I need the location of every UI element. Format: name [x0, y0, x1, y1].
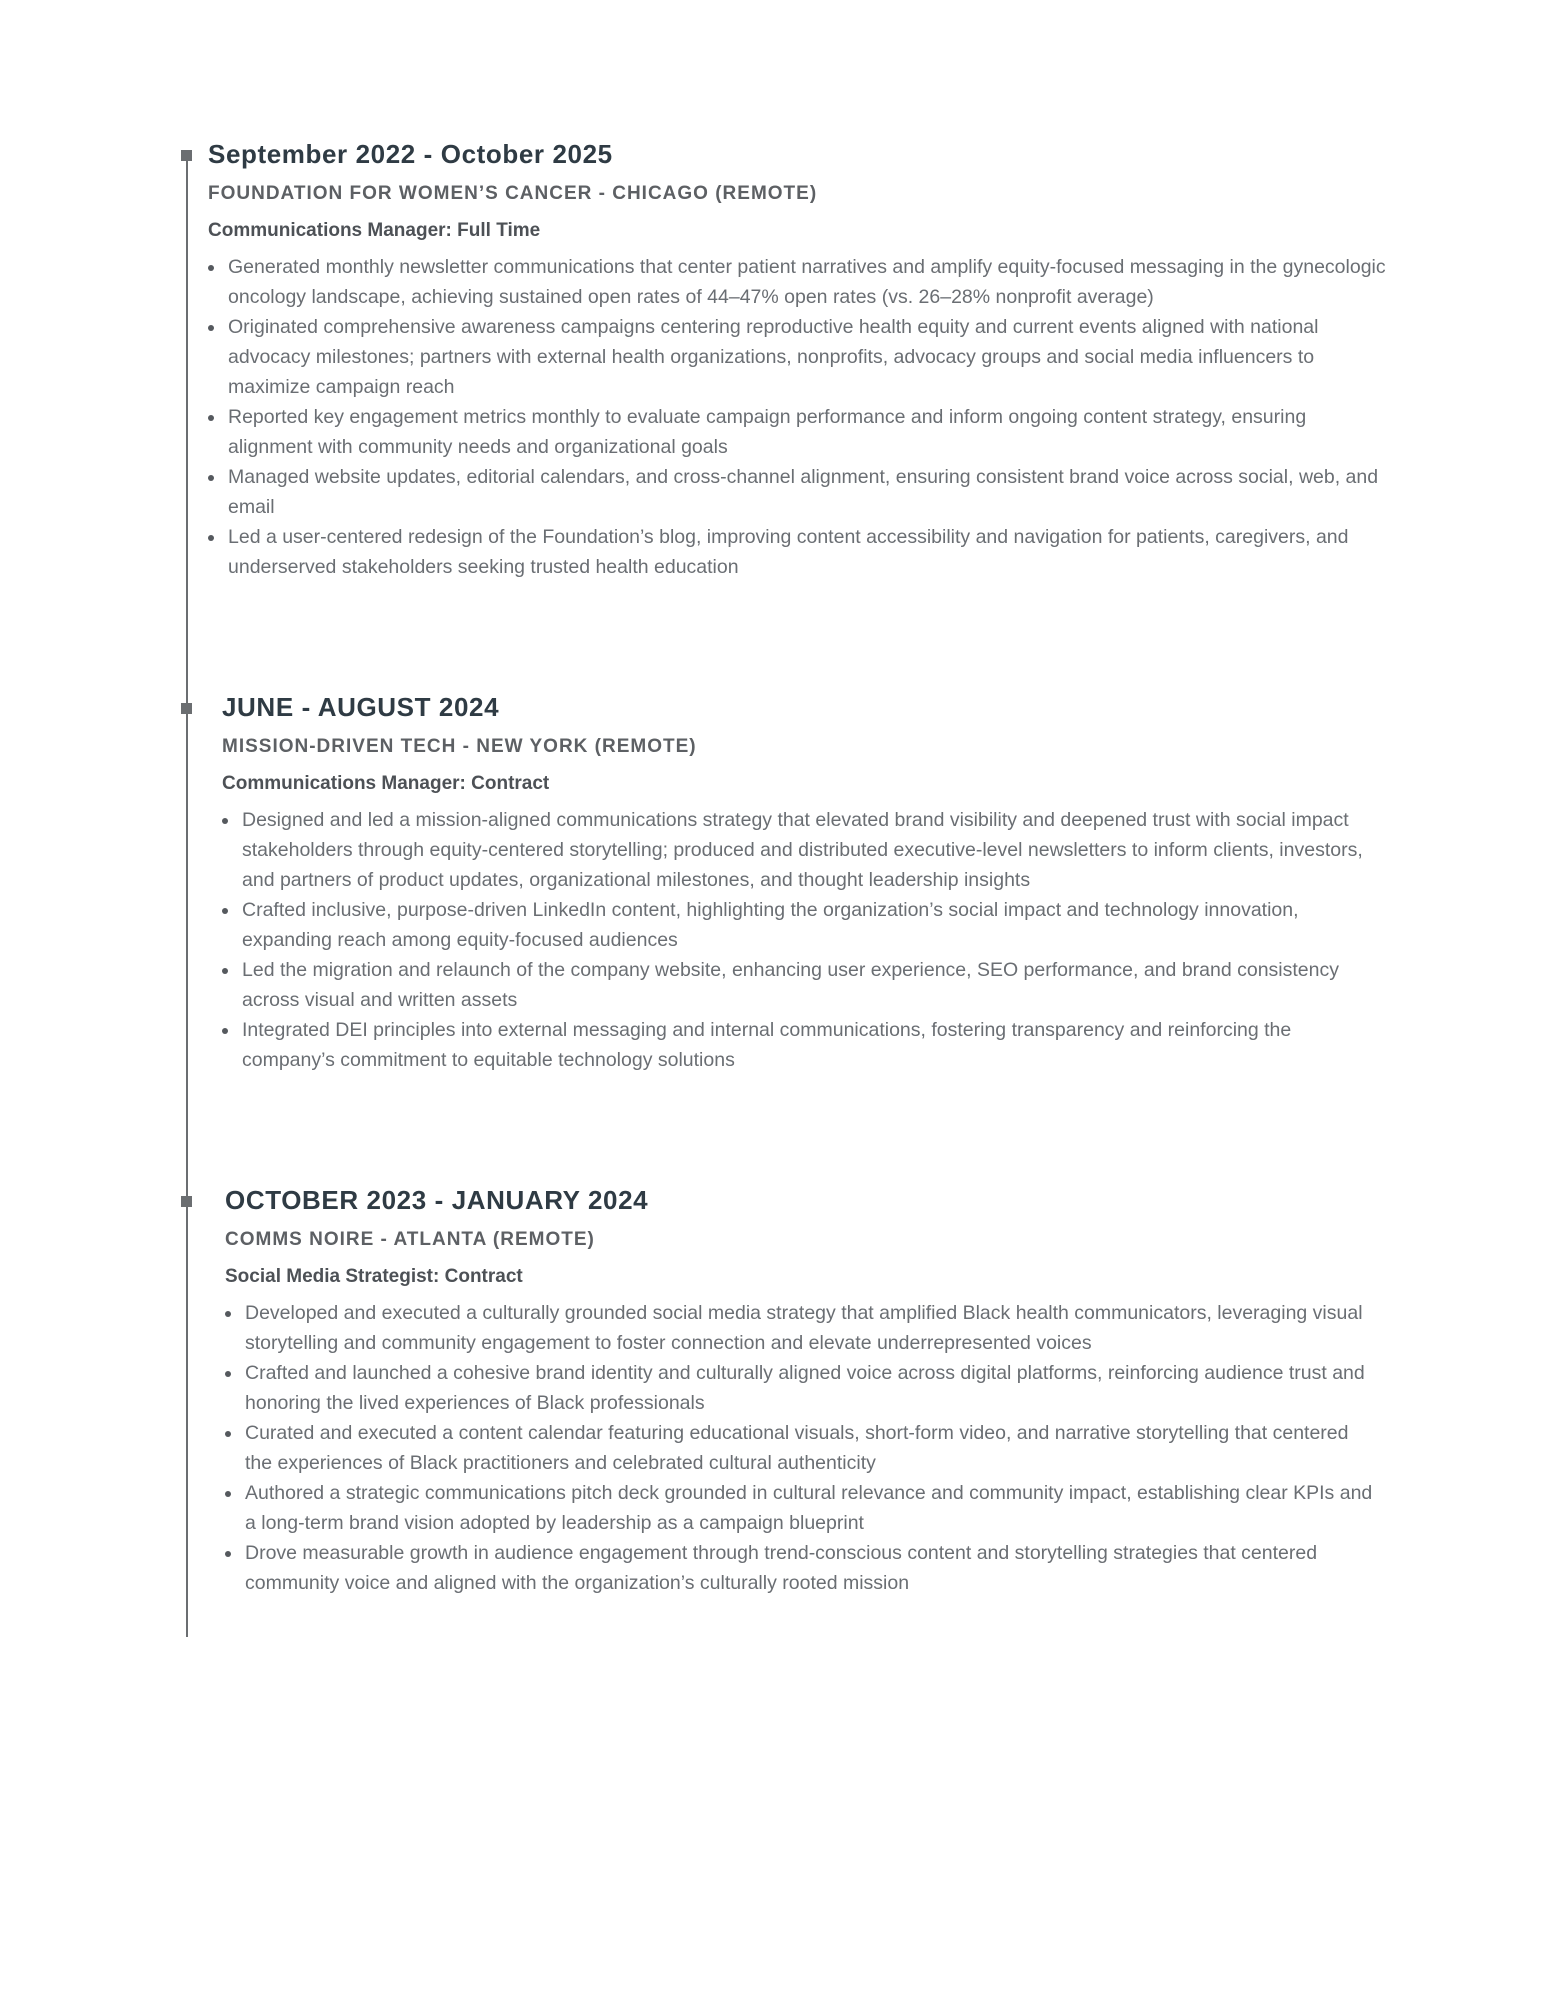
entry-organization: MISSION-DRIVEN TECH - NEW YORK (REMOTE)	[222, 736, 697, 757]
bullet-item: Authored a strategic communications pitch deck grounded in cultural relevance and community impact, establishing clear KPIs and a long-term brand vision adopted by leadership as a campaign blueprint	[225, 1478, 1375, 1538]
entry-bullet-list	[208, 252, 1393, 582]
entry-organization: COMMS NOIRE - ATLANTA (REMOTE)	[225, 1229, 595, 1250]
bullet-item: Crafted inclusive, purpose-driven LinkedIn content, highlighting the organization’s social impact and technology innovation, expanding reach among equity-focused audiences	[222, 895, 1372, 955]
experience-entry	[225, 1183, 1375, 1598]
entry-role: Social Media Strategist: Contract	[225, 1266, 523, 1287]
timeline-line	[186, 150, 188, 1637]
experience-entry	[222, 690, 1372, 1075]
timeline-marker	[181, 703, 192, 714]
bullet-item: Developed and executed a culturally grounded social media strategy that amplified Black health communicators, leveraging visual storytelling and community engagement to foster connection and elevate underrepresented voices	[225, 1298, 1375, 1358]
bullet-item: Crafted and launched a cohesive brand identity and culturally aligned voice across digital platforms, reinforcing audience trust and honoring the lived experiences of Black professionals	[225, 1358, 1375, 1418]
bullet-item: Drove measurable growth in audience engagement through trend-conscious content and storytelling strategies that centered community voice and aligned with the organization’s culturally rooted mission	[225, 1538, 1375, 1598]
experience-entry	[208, 137, 1393, 582]
entry-role: Communications Manager: Full Time	[208, 220, 541, 241]
bullet-item: Generated monthly newsletter communications that center patient narratives and amplify equity-focused messaging in the gynecologic oncology landscape, achieving sustained open rates of 44–47% open rates (vs. 26–28% nonprofit average)	[208, 252, 1393, 312]
bullet-item: Led the migration and relaunch of the company website, enhancing user experience, SEO performance, and brand consistency across visual and written assets	[222, 955, 1372, 1015]
entry-bullet-list	[222, 805, 1372, 1075]
entry-bullet-list	[225, 1298, 1375, 1598]
entry-date: September 2022 - October 2025	[208, 139, 613, 169]
entry-role: Communications Manager: Contract	[222, 773, 550, 794]
bullet-item: Originated comprehensive awareness campaigns centering reproductive health equity and current events aligned with national advocacy milestones; partners with external health organizations, nonprofits, advocacy groups and social media influencers to maximize campaign reach	[208, 312, 1393, 402]
bullet-item: Curated and executed a content calendar featuring educational visuals, short-form video, and narrative storytelling that centered the experiences of Black practitioners and celebrated cultural authenticity	[225, 1418, 1375, 1478]
bullet-item: Integrated DEI principles into external messaging and internal communications, fostering transparency and reinforcing the company’s commitment to equitable technology solutions	[222, 1015, 1372, 1075]
entry-date: JUNE - AUGUST 2024	[222, 692, 500, 722]
timeline-marker	[181, 150, 192, 161]
bullet-item: Reported key engagement metrics monthly to evaluate campaign performance and inform ongoing content strategy, ensuring alignment with community needs and organizational goals	[208, 402, 1393, 462]
bullet-item: Led a user-centered redesign of the Foundation’s blog, improving content accessibility and navigation for patients, caregivers, and underserved stakeholders seeking trusted health education	[208, 522, 1393, 582]
bullet-item: Managed website updates, editorial calendars, and cross-channel alignment, ensuring consistent brand voice across social, web, and email	[208, 462, 1393, 522]
entry-organization: FOUNDATION FOR WOMEN’S CANCER - CHICAGO (REMOTE)	[208, 183, 818, 204]
entry-date: OCTOBER 2023 - JANUARY 2024	[225, 1185, 649, 1215]
timeline-marker	[181, 1196, 192, 1207]
bullet-item: Designed and led a mission-aligned communications strategy that elevated brand visibility and deepened trust with social impact stakeholders through equity-centered storytelling; produced and distributed executive-level newsletters to inform clients, investors, and partners of product updates, organizational milestones, and thought leadership insights	[222, 805, 1372, 895]
